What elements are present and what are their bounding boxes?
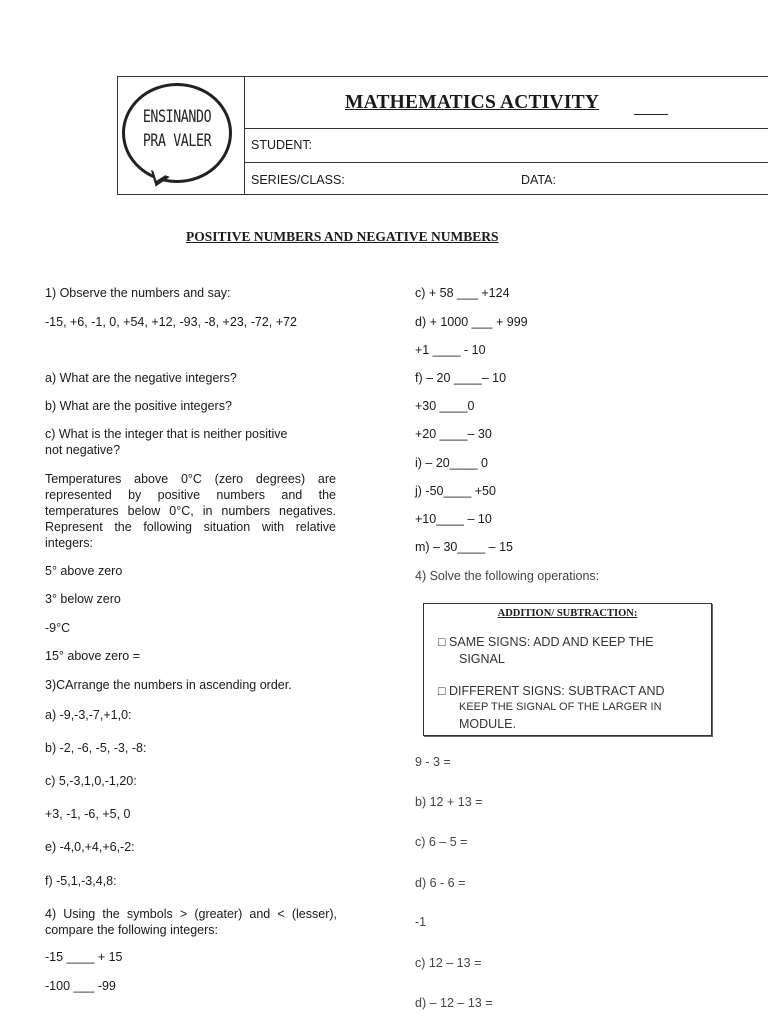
operation-7: d) – 12 – 13 = xyxy=(415,996,493,1010)
student-row xyxy=(245,129,768,163)
temp-item-4: 15° above zero = xyxy=(45,649,140,663)
q3c: c) 5,-3,1,0,-1,20: xyxy=(45,774,137,788)
q1b: b) What are the positive integers? xyxy=(45,399,232,413)
compare-10: j) -50____ +50 xyxy=(415,484,496,498)
q4-prompt: 4) Using the symbols > (greater) and < (lesser), compare the following integers: xyxy=(45,907,337,937)
compare-5: +1 ____ - 10 xyxy=(415,343,486,357)
q1-numbers: -15, +6, -1, 0, +54, +12, -93, -8, +23, -72, +72 xyxy=(45,315,297,329)
operation-6: c) 12 – 13 = xyxy=(415,956,482,970)
temp-item-3: -9°C xyxy=(45,621,71,635)
q1-prompt: 1) Observe the numbers and say: xyxy=(45,286,231,300)
q3d: +3, -1, -6, +5, 0 xyxy=(45,807,131,821)
rule1-line1: □ SAME SIGNS: ADD AND KEEP THE xyxy=(438,635,654,649)
header-table xyxy=(117,76,768,195)
logo-cell xyxy=(118,77,245,194)
q3-prompt: 3)CArrange the numbers in ascending order. xyxy=(45,678,292,692)
title-row xyxy=(245,77,768,129)
rule2-line1: □ DIFFERENT SIGNS: SUBTRACT AND xyxy=(438,684,665,698)
logo-text-line2: PRA VALER xyxy=(142,131,212,151)
rules-title: ADDITION/ SUBTRACTION: xyxy=(497,608,638,619)
series-row xyxy=(245,163,768,194)
q3a: a) -9,-3,-7,+1,0: xyxy=(45,708,132,722)
rule2-line3: MODULE. xyxy=(459,717,516,731)
q3f: f) -5,1,-3,4,8: xyxy=(45,874,117,888)
series-class-label: SERIES/CLASS: xyxy=(251,173,345,187)
compare-6: f) – 20 ____– 10 xyxy=(415,371,507,385)
compare-7: +30 ____0 xyxy=(415,399,475,413)
compare-3: c) + 58 ___ +124 xyxy=(415,286,510,300)
operation-3: c) 6 – 5 = xyxy=(415,835,468,849)
q1a: a) What are the negative integers? xyxy=(45,371,237,385)
operation-1: 9 - 3 = xyxy=(415,755,451,769)
operation-4: d) 6 - 6 = xyxy=(415,876,466,890)
rules-box xyxy=(423,603,712,736)
rule2-line2: KEEP THE SIGNAL OF THE LARGER IN xyxy=(459,701,662,713)
title-underline xyxy=(634,114,668,115)
q1c-line1: c) What is the integer that is neither positive xyxy=(45,427,288,441)
rule1-line2: SIGNAL xyxy=(459,652,505,666)
temp-item-2: 3° below zero xyxy=(45,592,121,606)
compare-12: m) – 30____ – 15 xyxy=(415,540,513,554)
temperature-paragraph: Temperatures above 0°C (zero degrees) are represented by positive numbers and the temperatures below 0°C, in numbers negatives. Represent the following situation with relative integers: xyxy=(45,472,336,550)
logo-text-line1: ENSINANDO xyxy=(142,107,212,127)
temp-item-1: 5° above zero xyxy=(45,564,123,578)
compare-8: +20 ____– 30 xyxy=(415,427,492,441)
date-label: DATA: xyxy=(521,173,556,187)
compare-11: +10____ – 10 xyxy=(415,512,492,526)
compare-1: -15 ____ + 15 xyxy=(45,950,123,964)
q4b-prompt: 4) Solve the following operations: xyxy=(415,569,600,583)
section-title: POSITIVE NUMBERS AND NEGATIVE NUMBERS xyxy=(186,229,499,244)
q3b: b) -2, -6, -5, -3, -8: xyxy=(45,741,147,755)
q3e: e) -4,0,+4,+6,-2: xyxy=(45,840,135,854)
student-label: STUDENT: xyxy=(251,138,313,152)
operation-2: b) 12 + 13 = xyxy=(415,795,483,809)
q1c-line2: not negative? xyxy=(45,443,121,457)
compare-2: -100 ___ -99 xyxy=(45,979,116,993)
operation-5: -1 xyxy=(415,915,427,929)
compare-9: i) – 20____ 0 xyxy=(415,456,488,470)
page-title: MATHEMATICS ACTIVITY xyxy=(345,92,600,113)
compare-4: d) + 1000 ___ + 999 xyxy=(415,315,528,329)
